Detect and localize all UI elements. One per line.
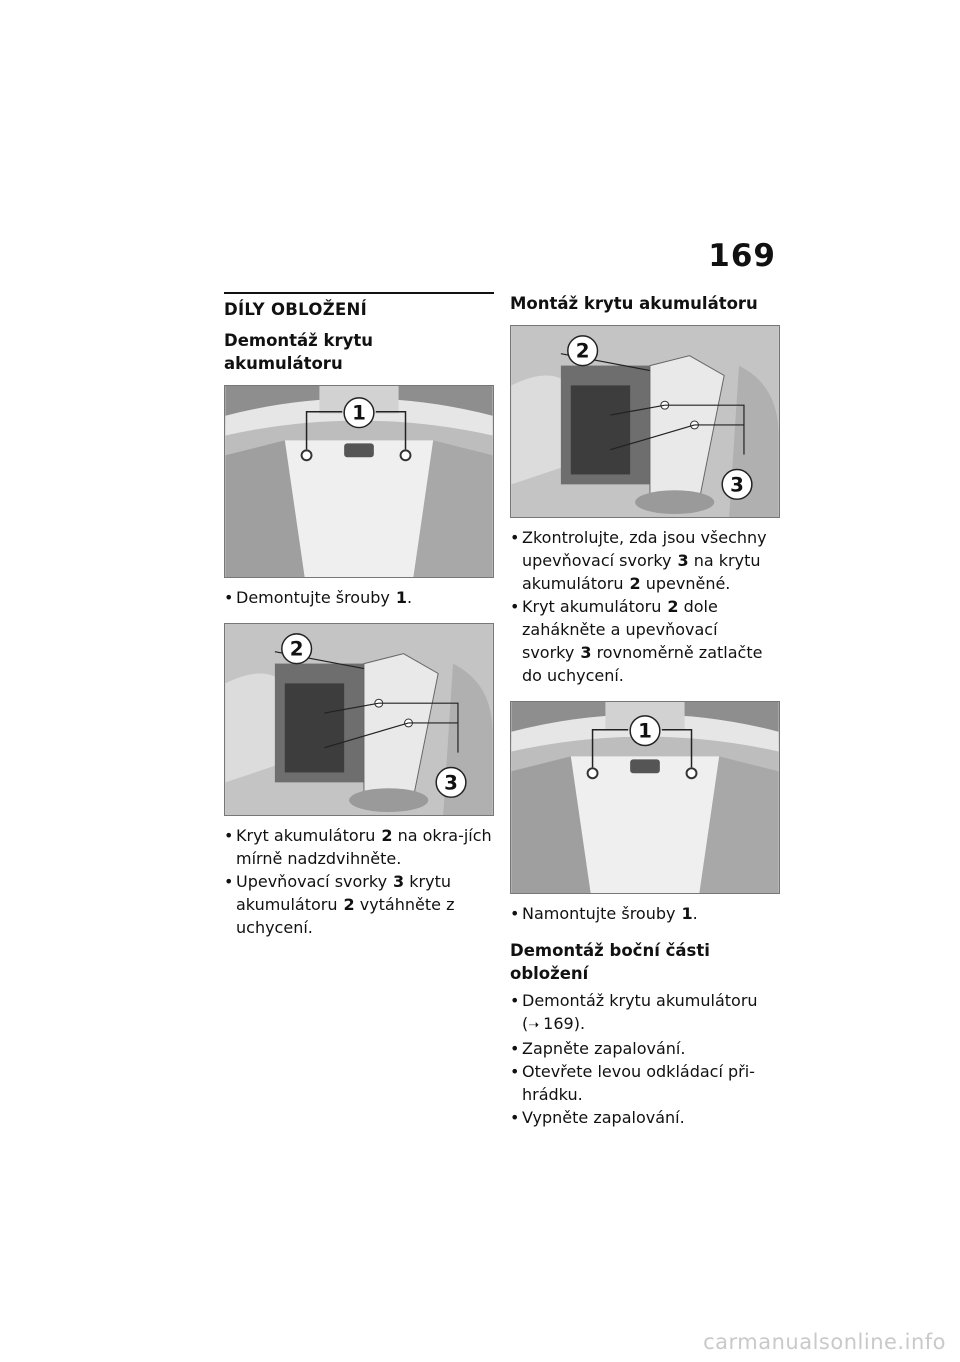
- figure-label: 2: [575, 339, 590, 363]
- step-item: • Upevňovací svorky 3 krytu akumulátoru 2 vytáhněte z uchycení.: [224, 870, 496, 939]
- step-item: • Zapněte zapalování.: [510, 1037, 782, 1060]
- subsection-title-install: Montáž krytu akumulátoru: [510, 294, 758, 313]
- page-number: 169: [708, 238, 776, 274]
- step-item: • Demontáž krytu akumulátoru (➝ 169).: [510, 989, 782, 1037]
- right-column: [510, 292, 782, 1129]
- figure-install-cover: [510, 325, 780, 518]
- figure-label: 1: [638, 719, 652, 743]
- steps-list-side-panel: [510, 989, 782, 1129]
- figure-install-screws: [510, 701, 780, 894]
- steps-list-fig3: [510, 526, 782, 687]
- step-item: • Vypněte zapalování.: [510, 1106, 782, 1129]
- step-item: • Kryt akumulátoru 2 na okra-jích mírně nadzdvihněte.: [224, 824, 496, 870]
- step-item: • Kryt akumulátoru 2 dole zahákněte a upevňovací svorky 3 rovnoměrně zatlačte do uchycení.: [510, 595, 782, 687]
- figure-label: 3: [730, 473, 744, 497]
- figure-lift-cover: [224, 623, 494, 816]
- figure-label: 3: [444, 771, 458, 795]
- section-title: DÍLY OBLOŽENÍ: [224, 300, 368, 319]
- watermark: carmanualsonline.info: [703, 1330, 946, 1354]
- steps-list-fig1: [224, 586, 496, 609]
- arrow-right-icon: ➝: [528, 1018, 540, 1033]
- section-divider: [224, 292, 494, 294]
- figure-label: 2: [289, 637, 304, 661]
- subsection-title-side-panel: Demontáž boční části obložení: [510, 941, 710, 983]
- step-item: • Namontujte šrouby 1.: [510, 902, 782, 925]
- figure-screws-cover: [224, 385, 494, 578]
- step-item: • Demontujte šrouby 1.: [224, 586, 496, 609]
- step-item: • Otevřete levou odkládací při-hrádku.: [510, 1060, 782, 1106]
- left-column: [224, 292, 496, 939]
- steps-list-fig2: [224, 824, 496, 939]
- figure-label: 1: [352, 401, 366, 425]
- steps-list-fig4: [510, 902, 782, 925]
- subsection-title-removal: Demontáž krytu akumulátoru: [224, 331, 374, 373]
- step-item: • Zkontrolujte, zda jsou všechny upevňovací svorky 3 na krytu akumulátoru 2 upevněné.: [510, 526, 782, 595]
- cross-reference-link[interactable]: 169: [543, 1014, 574, 1033]
